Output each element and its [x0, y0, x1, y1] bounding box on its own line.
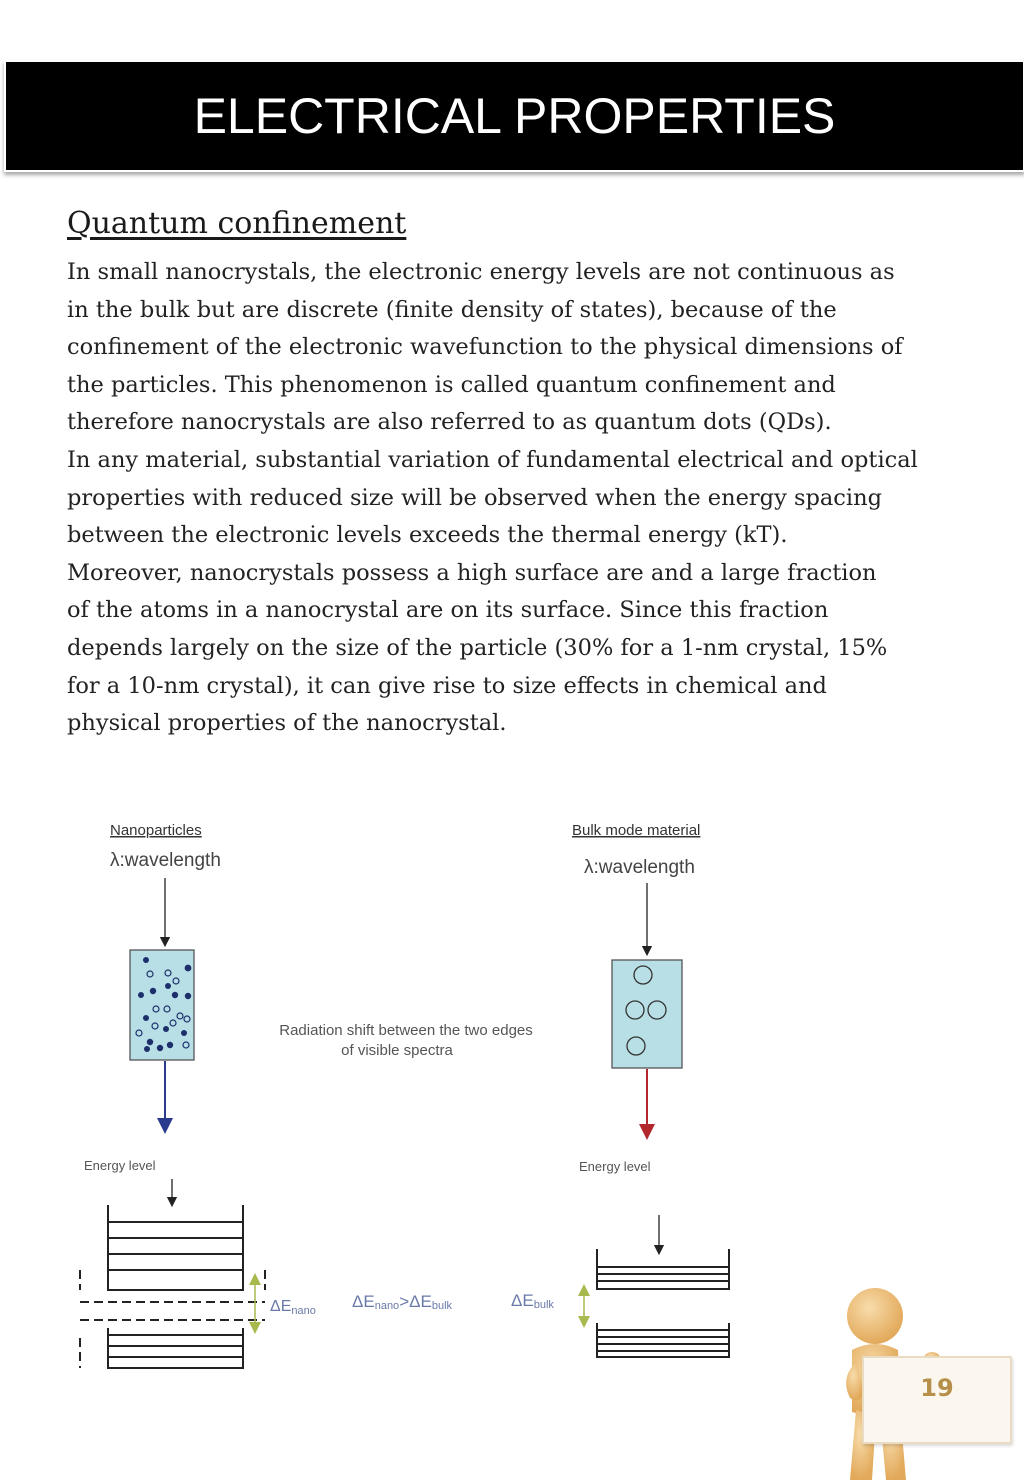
body-line: therefore nanocrystals are also referred to as quantum dots (QDs).	[67, 409, 832, 436]
body-line: In small nanocrystals, the electronic energy levels are not continuous as	[67, 259, 895, 285]
bulk-valence-band	[597, 1323, 729, 1357]
bulk-title: Bulk mode material	[572, 822, 701, 839]
nano-valence-band	[108, 1328, 243, 1368]
bulk-conduction-band	[597, 1249, 729, 1289]
body-line: between the electronic levels exceeds the thermal energy (kT).	[67, 522, 788, 549]
nano-conduction-band	[108, 1205, 243, 1290]
body-line: the particles. This phenomenon is called quantum confinement and	[67, 371, 836, 398]
nano-title: Nanoparticles	[110, 822, 202, 839]
page-title: ELECTRICAL PROPERTIES	[193, 88, 836, 144]
page-number: 19	[920, 1374, 954, 1402]
shift-caption-line-2: of visible spectra	[341, 1042, 453, 1059]
body-line: in the bulk but are discrete (finite density of states), because of the	[67, 296, 837, 323]
page-number-sign	[862, 1356, 1012, 1444]
body-line: physical properties of the nanocrystal.	[67, 710, 507, 737]
body-line: for a 10-nm crystal), it can give rise to size effects in chemical and	[67, 672, 827, 699]
bulk-particle-box	[612, 960, 682, 1068]
bulk-wavelength-label: λ:wavelength	[584, 857, 695, 878]
body-paragraph	[67, 254, 967, 743]
nano-wavelength-label: λ:wavelength	[110, 850, 221, 871]
delta-e-comparison: ΔEnano>ΔEbulk	[352, 1292, 453, 1312]
delta-e-nano-label: ΔEnano	[270, 1298, 316, 1317]
body-line: of the atoms in a nanocrystal are on its surface. Since this fraction	[67, 597, 829, 624]
body-line: depends largely on the size of the particle (30% for a 1-nm crystal, 15%	[67, 634, 888, 661]
section-heading: Quantum confinement	[67, 206, 407, 241]
body-line: In any material, substantial variation of fundamental electrical and optical	[67, 446, 918, 473]
body-line: Moreover, nanocrystals possess a high surface are and a large fraction	[67, 559, 877, 586]
nano-energy-label: Energy level	[84, 1158, 156, 1173]
delta-e-bulk-label: ΔEbulk	[511, 1291, 554, 1311]
body-line: confinement of the electronic wavefunction to the physical dimensions of	[67, 334, 903, 361]
shift-caption-line-1: Radiation shift between the two edges	[279, 1022, 533, 1039]
body-line: properties with reduced size will be observed when the energy spacing	[67, 484, 882, 511]
nano-particle-box	[130, 950, 194, 1060]
bulk-energy-label: Energy level	[579, 1159, 651, 1174]
title-bar	[4, 60, 1024, 172]
